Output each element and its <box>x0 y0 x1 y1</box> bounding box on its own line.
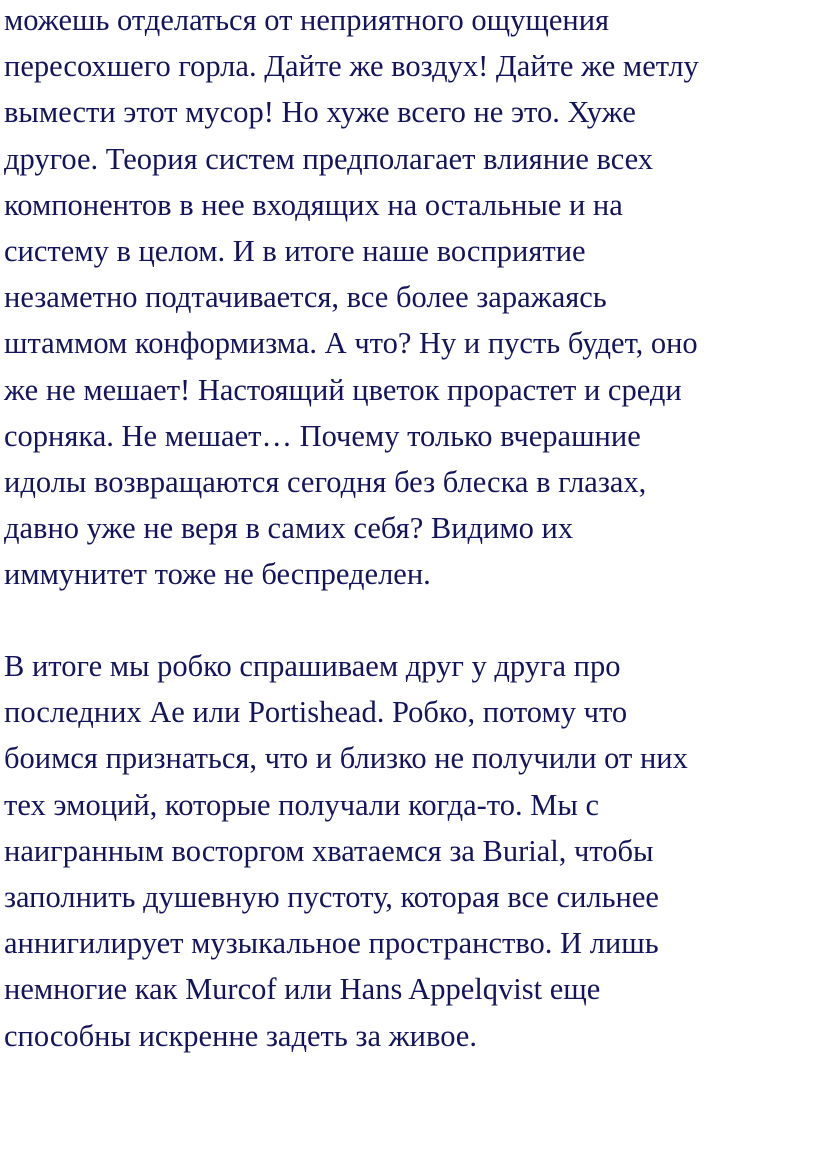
text-line: наигранным восторгом хватаемся за Burial, чтобы <box>4 833 654 868</box>
text-line: сорняка. Не мешает… Почему только вчерашние <box>4 418 641 453</box>
text-line: иммунитет тоже не беспределен. <box>4 557 431 592</box>
text-line: последних Ae или Portishead. Робко, потому что <box>4 695 628 730</box>
text-line: же не мешает! Настоящий цветок прорастет и среди <box>4 372 682 407</box>
text-line: компонентов в нее входящих на остальные и на <box>4 187 623 222</box>
text-line: пересохшего горла. Дайте же воздух! Дайте же метлу <box>4 49 699 84</box>
text-line: систему в целом. И в итоге наше восприятие <box>4 234 586 269</box>
text-line: другое. Теория систем предполагает влияние всех <box>4 141 654 176</box>
text-line: аннигилирует музыкальное пространство. И лишь <box>4 926 659 961</box>
text-line: боимся признаться, что и близко не получили от них <box>4 741 688 776</box>
text-line: давно уже не веря в самих себя? Видимо их <box>4 511 574 546</box>
text-line: В итоге мы робко спрашиваем друг у друга про <box>4 649 621 683</box>
text-line: идолы возвращаются сегодня без блеска в глазах, <box>4 465 647 500</box>
paragraph <box>4 643 814 1059</box>
text-line: незаметно подтачивается, все более заражаясь <box>4 280 607 315</box>
text-line: заполнить душевную пустоту, которая все сильнее <box>4 880 659 915</box>
text-line: штаммом конформизма. А что? Ну и пусть будет, оно <box>4 326 698 361</box>
text-line: вымести этот мусор! Но хуже всего не это. Хуже <box>4 95 636 130</box>
text-line: немногие как Murcof или Hans Appelqvist еще <box>4 972 601 1007</box>
text-line: способны искренне задеть за живое. <box>4 1018 477 1053</box>
paragraph <box>4 0 814 598</box>
text-line: тех эмоций, которые получали когда-то. Мы с <box>4 787 600 822</box>
text-line: можешь отделаться от неприятного ощущения <box>4 3 610 37</box>
